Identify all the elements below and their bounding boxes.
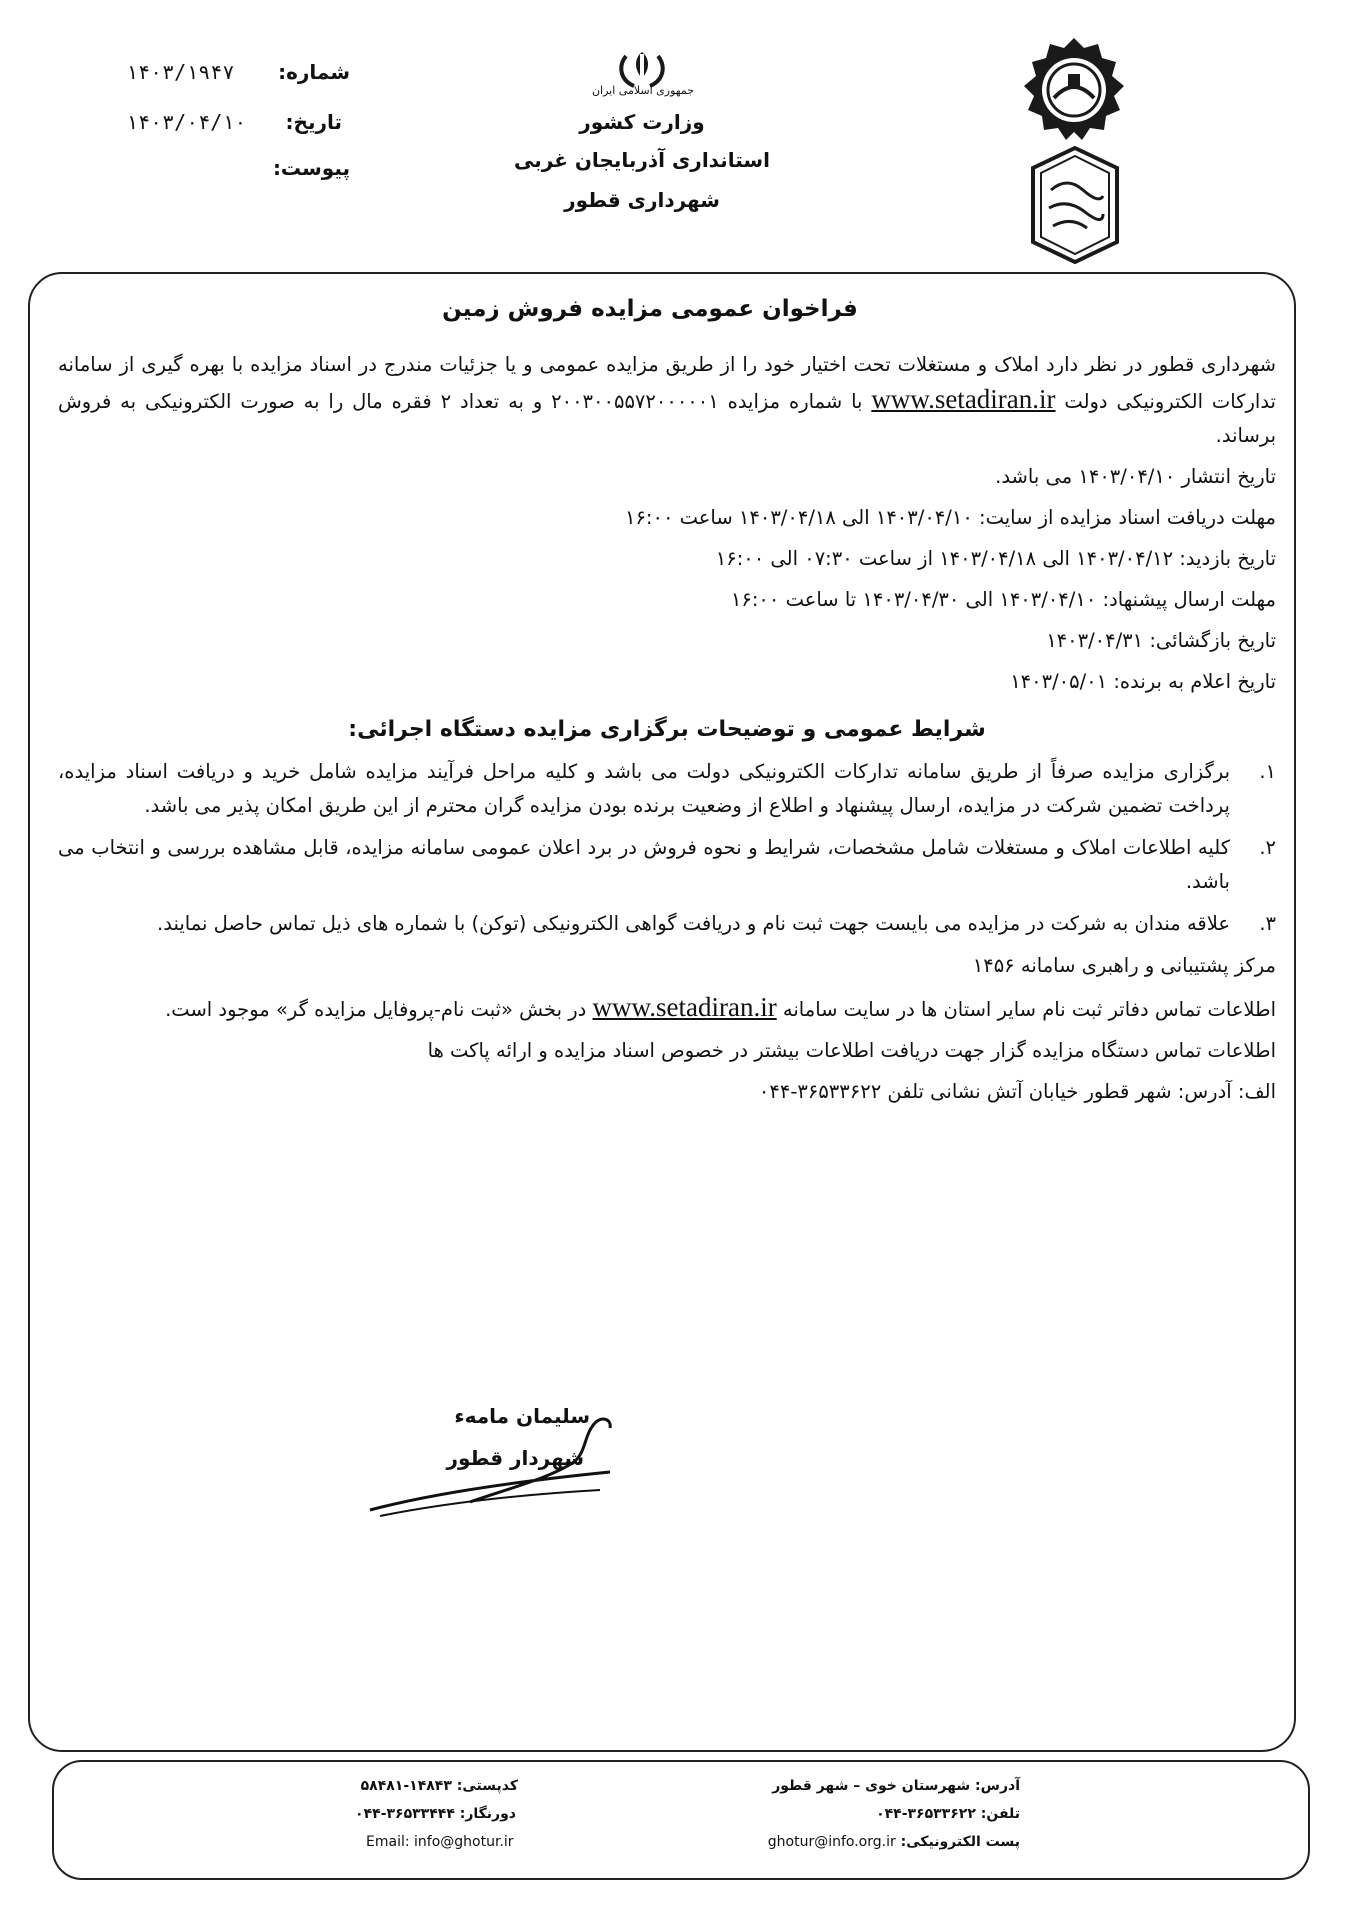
condition-number: ۱. [1259,760,1276,783]
signer-title: شهردار قطور [446,1446,584,1470]
opening-date: تاریخ بازگشائی: ۱۴۰۳/۰۴/۳۱ [1046,629,1276,652]
signature-block [360,1398,620,1518]
footer-email-label: پست الکترونیکی: [900,1834,1020,1850]
governorate-name: استانداری آذربایجان غربی [514,148,770,172]
condition-item [58,907,1276,941]
publish-date: تاریخ انتشار ۱۴۰۳/۰۴/۱۰ می باشد. [995,465,1276,488]
signer-name: سلیمان مامه‌ء [454,1404,590,1428]
notice-title: فراخوان عمومی مزایده فروش زمین [442,296,858,322]
organizer-contact: اطلاعات تماس دستگاه مزایده گزار جهت دریافت اطلاعات بیشتر در خصوص اسناد مزایده و ارائه پاکت ها [427,1039,1276,1062]
number-label: شماره: [278,60,350,84]
condition-number: ۳. [1259,912,1276,935]
date-value: ۱۴۰۳/۰۴/۱۰ [126,110,247,134]
footer-email-value[interactable]: ghotur@info.org.ir [767,1834,896,1850]
support-center: مرکز پشتیبانی و راهبری سامانه ۱۴۵۶ [972,954,1276,977]
calligraphic-seal-icon [1027,146,1123,264]
number-value: ۱۴۰۳/۱۹۴۷ [126,60,235,84]
municipal-emblem-icon [1020,36,1128,144]
condition-item [58,831,1276,899]
setadiran-link[interactable]: www.setadiran.ir [871,384,1056,414]
date-label: تاریخ: [285,110,342,134]
letter-attachment-row [120,156,350,186]
organizer-address: الف: آدرس: شهر قطور خیابان آتش نشانی تلفن ۳۶۵۳۳۶۲۲-۰۴۴ [758,1080,1276,1103]
winner-date: تاریخ اعلام به برنده: ۱۴۰۳/۰۵/۰۱ [1010,670,1276,693]
footer-email-row [768,1834,1020,1850]
offices-info: اطلاعات تماس دفاتر ثبت نام سایر استان ها در سایت سامانه www.setadiran.ir در بخش «ثبت نام-پروفایل مزایده گر» موجود است. [165,992,1276,1022]
footer-address: آدرس: شهرستان خوی – شهر قطور [772,1778,1020,1794]
notice-body [58,348,1276,1116]
footer-email-latin[interactable]: Email: info@ghotur.ir [366,1834,514,1850]
condition-text: علاقه مندان به شرکت در مزایده می بایست جهت ثبت نام و دریافت گواهی الکترونیکی (توکن) با شماره های ذیل تماس حاصل نمایند. [157,912,1230,935]
condition-text: برگزاری مزایده صرفاً از طریق سامانه تدارکات الکترونیکی دولت می باشد و کلیه مراحل فرآیند مزایده شامل خرید و دریافت اسناد مزایده، پرداخت تضمین شرکت در مزایده، ارسال پیشنهاد و اطلاع از وضعیت برنده بودن مزایده گران محترم از این طریق امکان پذیر می باشد. [58,760,1230,817]
docs-deadline: مهلت دریافت اسناد مزایده از سایت: ۱۴۰۳/۰۴/۱۰ الی ۱۴۰۳/۰۴/۱۸ ساعت ۱۶:۰۰ [624,506,1276,529]
conditions-title: شرایط عمومی و توضیحات برگزاری مزایده دستگاه اجرائی: [348,717,986,742]
condition-text: کلیه اطلاعات املاک و مستغلات شامل مشخصات، شرایط و نحوه فروش در برد اعلان عمومی سامانه مزایده، قابل مشاهده بررسی و انتخاب می باشد. [58,836,1230,893]
intro-paragraph: شهرداری قطور در نظر دارد املاک و مستغلات تحت اختیار خود را از طریق مزایده عمومی و یا جزئیات مندرج در اسناد مزایده با بهره گیری از سامانه تدارکات الکترونیکی دولت www.setadiran.ir با شماره مزایده ۲۰۰۳۰۰۵۵۷۲۰۰۰۰۰۱ و به تعداد ۲ فقره مال را به صورت الکترونیکی به فروش برساند. [58,353,1276,447]
bid-deadline: مهلت ارسال پیشنهاد: ۱۴۰۳/۰۴/۱۰ الی ۱۴۰۳/۰۴/۳۰ تا ساعت ۱۶:۰۰ [730,588,1276,611]
ministry-name: وزارت کشور [579,110,705,134]
attachment-label: پیوست: [272,156,350,180]
coat-of-arms-caption: جمهوری اسلامی ایران [591,84,695,97]
setadiran-link[interactable]: www.setadiran.ir [592,992,777,1022]
letter-date-row [120,110,342,140]
visit-date: تاریخ بازدید: ۱۴۰۳/۰۴/۱۲ الی ۱۴۰۳/۰۴/۱۸ از ساعت ۰۷:۳۰ الی ۱۶:۰۰ [715,547,1276,570]
footer-fax: دورنگار: ۳۶۵۳۳۴۴۴-۰۴۴ [355,1806,516,1822]
letter-number-row [120,60,350,90]
condition-number: ۲. [1259,836,1276,859]
municipality-name: شهرداری قطور [564,188,720,212]
footer-phone: تلفن: ۳۶۵۳۳۶۲۲-۰۴۴ [876,1806,1020,1822]
condition-item [58,755,1276,823]
footer-frame [52,1760,1310,1880]
footer-postal-code: کدپستی: ۱۴۸۴۳-۵۸۴۸۱ [360,1778,518,1794]
